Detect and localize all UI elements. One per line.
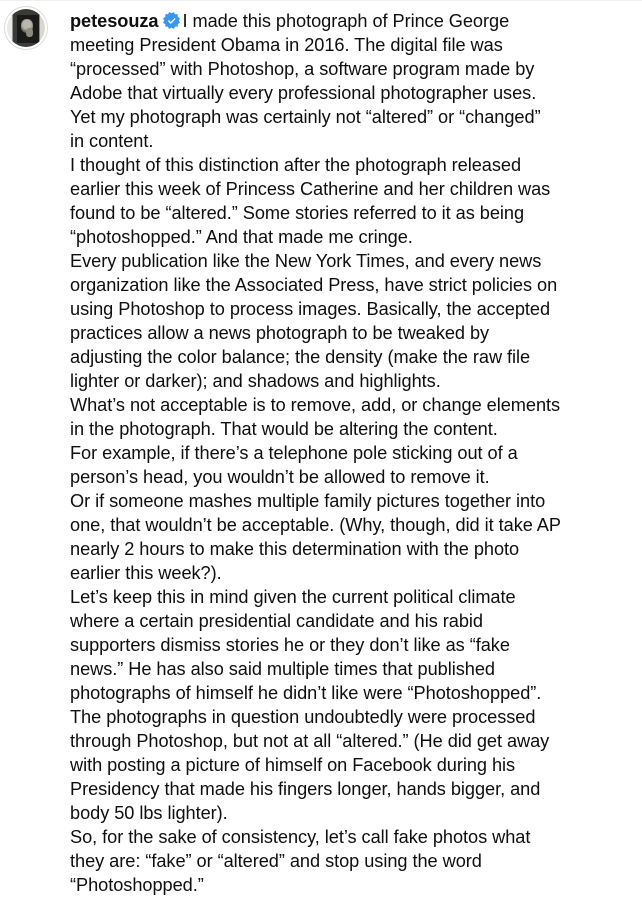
caption-line: earlier this week of Princess Catherine and her children was [70,179,551,199]
caption-first-line [70,9,640,33]
caption-line: Or if someone mashes multiple family pictures together into [70,491,546,511]
avatar-image [7,9,45,47]
caption-line: photographs of himself he didn’t like were “Photoshopped”. [70,683,542,703]
top-divider [0,0,642,1]
caption-first-line-text: I made this photograph of Prince George [182,11,510,31]
caption-line: So, for the sake of consistency, let’s call fake photos what [70,827,531,847]
avatar[interactable] [4,6,48,50]
verified-badge-icon [163,11,180,28]
caption-line: I thought of this distinction after the photograph released [70,155,522,175]
caption-line: For example, if there’s a telephone pole sticking out of a [70,443,518,463]
caption-line: body 50 lbs lighter). [70,803,228,823]
caption-line: “Photoshopped.” [70,875,204,895]
caption-line: organization like the Associated Press, have strict policies on [70,275,558,295]
caption-line: they are: “fake” or “altered” and stop using the word [70,851,482,871]
caption-line: supporters dismiss stories he or they don’t like as “fake [70,635,510,655]
caption-line: Every publication like the New York Times, and every news [70,251,542,271]
caption-line: practices allow a news photograph to be tweaked by [70,323,490,343]
caption-line: adjusting the color balance; the density (make the raw file [70,347,531,367]
caption-line: Let’s keep this in mind given the current political climate [70,587,516,607]
caption-line: where a certain presidential candidate and his rabid [70,611,483,631]
caption-line: nearly 2 hours to make this determination with the photo [70,539,520,559]
caption-line: found to be “altered.” Some stories referred to it as being [70,203,525,223]
caption-line: using Photoshop to process images. Basically, the accepted [70,299,551,319]
caption-body [70,33,640,897]
caption-line: What’s not acceptable is to remove, add, or change elements [70,395,561,415]
caption-line: Yet my photograph was certainly not “altered” or “changed” [70,107,541,127]
caption-line: earlier this week?). [70,563,222,583]
caption-line: The photographs in question undoubtedly were processed [70,707,536,727]
caption-line: “processed” with Photoshop, a software program made by [70,59,535,79]
caption-line: one, that wouldn’t be acceptable. (Why, though, did it take AP [70,515,561,535]
caption-line: in the photograph. That would be altering the content. [70,419,498,439]
caption-line: meeting President Obama in 2016. The digital file was [70,35,503,55]
caption-line: Adobe that virtually every professional photographer uses. [70,83,537,103]
caption-text [70,9,640,897]
caption-line: Presidency that made his fingers longer, hands bigger, and [70,779,541,799]
caption-line: lighter or darker); and shadows and highlights. [70,371,441,391]
username-link[interactable]: petesouza [70,11,159,31]
caption-line: news.” He has also said multiple times that published [70,659,495,679]
caption-line: through Photoshop, but not at all “altered.” (He did get away [70,731,550,751]
caption-line: with posting a picture of himself on Facebook during his [70,755,516,775]
caption-line: “photoshopped.” And that made me cringe. [70,227,413,247]
caption-line: person’s head, you wouldn’t be allowed to remove it. [70,467,490,487]
caption-line: in content. [70,131,154,151]
